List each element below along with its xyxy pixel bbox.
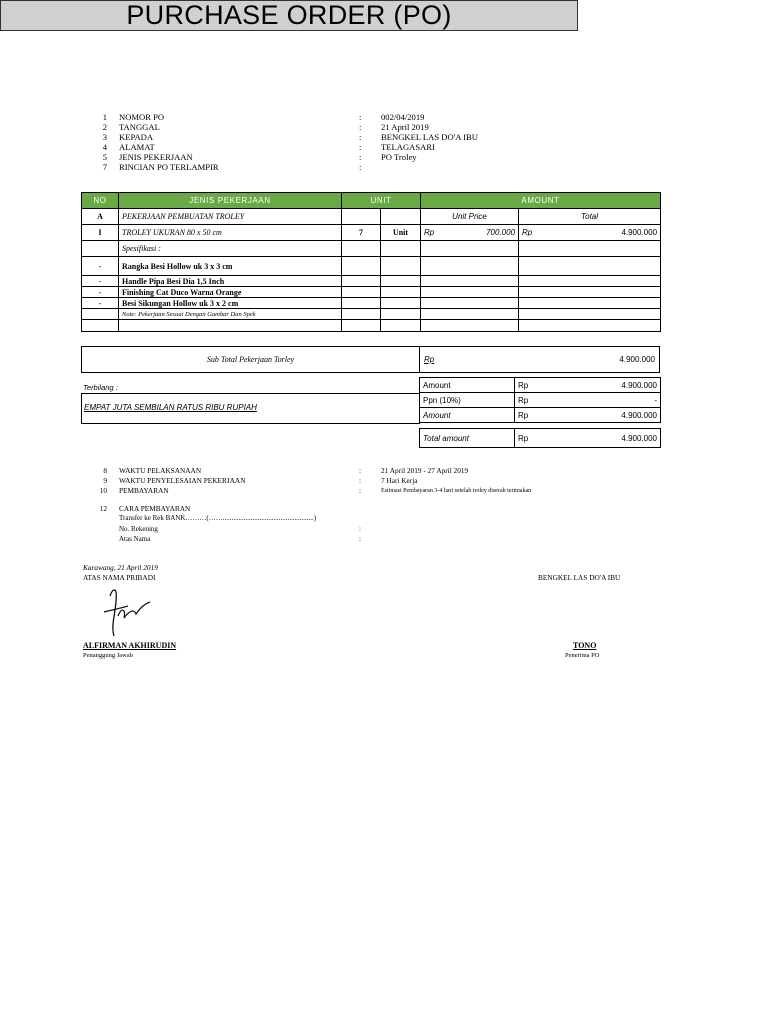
info-colon: :: [359, 162, 362, 172]
info-colon: :: [359, 112, 362, 122]
spec-text: Finishing Cat Duco Warna Orange: [119, 287, 342, 298]
item-price-cell: [421, 225, 519, 241]
right-signatory-role: Penerima PO: [565, 652, 600, 659]
info-number: 4: [102, 142, 107, 152]
info-colon: :: [359, 132, 362, 142]
payment-rekening-label: No. Rekening: [119, 525, 158, 533]
payment-number: 12: [99, 504, 107, 513]
page-title: PURCHASE ORDER (PO): [0, 0, 578, 31]
spec-text: Rangka Besi Hollow uk 3 x 3 cm: [119, 257, 342, 276]
subtotal-label-box: [81, 346, 420, 373]
info-number: 5: [102, 152, 107, 162]
total-amount-value: 4.900.000: [555, 429, 661, 448]
table-row-spec-label: [82, 241, 661, 257]
term-number: 9: [103, 476, 107, 485]
header-jenis-pekerjaan: JENIS PEKERJAAN: [119, 193, 342, 209]
item-qty: 7: [342, 225, 381, 241]
table-row-blank: [82, 320, 661, 332]
info-value: TELAGASARI: [381, 142, 435, 152]
summary-value: 4.900.000: [555, 378, 661, 393]
table-row-item: [82, 225, 661, 241]
info-number: 7: [102, 162, 107, 172]
empty-cell: [82, 309, 119, 320]
payment-title: CARA PEMBAYARAN: [119, 504, 191, 513]
info-label: TANGGAL: [119, 122, 160, 132]
info-colon: :: [359, 122, 362, 132]
subtotal-value: 4.900.000: [619, 355, 655, 364]
term-colon: :: [359, 486, 362, 495]
spec-no: -: [82, 276, 119, 287]
summary-currency: Rp: [515, 408, 555, 423]
term-value: 7 Hari Kerja: [381, 476, 418, 485]
info-number: 3: [102, 132, 107, 142]
header-no: NO: [82, 193, 119, 209]
spec-text: Besi Sikungan Hollow uk 3 x 2 cm: [119, 298, 342, 309]
spec-text: Handle Pipa Besi Dia 1,5 Inch: [119, 276, 342, 287]
spec-no: -: [82, 298, 119, 309]
summary-label: Amount: [420, 378, 515, 393]
item-unit: Unit: [381, 225, 421, 241]
header-unit: UNIT: [342, 193, 421, 209]
terbilang-label: Terbilang :: [83, 383, 118, 392]
table-row-spec: [82, 257, 661, 276]
total-amount-table: [419, 428, 661, 448]
currency-label: Rp: [424, 355, 435, 364]
total-amount-row: [420, 429, 661, 448]
info-value: 002/04/2019: [381, 112, 425, 122]
spec-label: Spesifikasi :: [119, 241, 342, 257]
right-signatory-name: TONO: [573, 641, 597, 650]
info-value: BENGKEL LAS DO'A IBU: [381, 132, 478, 142]
item-price: 700.000: [486, 228, 516, 237]
table-row-note: [82, 309, 661, 320]
item-no: I: [82, 225, 119, 241]
term-label: WAKTU PENYELESAIAN PEKERJAAN: [119, 476, 246, 485]
info-label: ALAMAT: [119, 142, 155, 152]
right-signatory-org: BENGKEL LAS DO'A IBU: [538, 573, 621, 582]
summary-currency: Rp: [515, 393, 555, 408]
info-value: 21 April 2019: [381, 122, 429, 132]
item-total-cell: [519, 225, 661, 241]
item-total: 4.900.000: [621, 228, 658, 237]
term-label: WAKTU PELAKSANAAN: [119, 466, 202, 475]
payment-colon: :: [359, 525, 361, 533]
items-table: [81, 192, 661, 332]
info-label: KEPADA: [119, 132, 154, 142]
section-no: A: [82, 209, 119, 225]
spec-no: -: [82, 257, 119, 276]
table-row-spec: [82, 276, 661, 287]
left-signatory-name: ALFIRMAN AKHIRUDIN: [83, 641, 177, 650]
info-number: 2: [102, 122, 107, 132]
payment-colon: :: [359, 535, 361, 543]
subtotal-label: Sub Total Pekerjaan Torley: [206, 355, 295, 364]
summary-value: -: [555, 393, 661, 408]
table-row-spec: [82, 298, 661, 309]
spec-no: -: [82, 287, 119, 298]
signature-image: [96, 586, 156, 638]
info-value: PO Troley: [381, 152, 417, 162]
total-amount-label: Total amount: [420, 429, 515, 448]
summary-label: Amount: [420, 408, 515, 423]
table-row-spec: [82, 287, 661, 298]
table-header-row: [82, 193, 661, 209]
info-number: 1: [102, 112, 107, 122]
left-signatory-role: Penanggung Jawab: [83, 652, 134, 659]
payment-atas-nama-label: Atas Nama: [119, 535, 151, 543]
term-value: Estimasi Pembayaran 3-4 hari setelah troley diserah terimakan: [381, 488, 532, 494]
payment-transfer: Transfer ke Rek BANK………(……....................................................): [119, 514, 317, 522]
summary-currency: Rp: [515, 378, 555, 393]
info-label: JENIS PEKERJAAN: [119, 152, 193, 162]
term-number: 10: [99, 486, 107, 495]
currency-label: Rp: [424, 228, 435, 237]
terbilang-left-border: [81, 393, 82, 424]
item-name: TROLEY UKURAN 80 x 50 cm: [119, 225, 342, 241]
unit-price-heading: Unit Price: [421, 209, 519, 225]
term-number: 8: [103, 466, 107, 475]
currency-label: Rp: [522, 228, 533, 237]
info-colon: :: [359, 142, 362, 152]
summary-row: [420, 408, 661, 423]
table-row-section: [82, 209, 661, 225]
term-colon: :: [359, 466, 362, 475]
empty-cell: [381, 209, 421, 225]
total-amount-currency: Rp: [515, 429, 555, 448]
term-label: PEMBAYARAN: [119, 486, 169, 495]
left-signatory-org: ATAS NAMA PRIBADI: [83, 573, 156, 582]
info-label: RINCIAN PO TERLAMPIR: [119, 162, 219, 172]
terbilang-text: EMPAT JUTA SEMBILAN RATUS RIBU RUPIAH: [84, 403, 257, 412]
summary-row: [420, 378, 661, 393]
info-colon: :: [359, 152, 362, 162]
summary-label: Ppn (10%): [420, 393, 515, 408]
header-amount: AMOUNT: [421, 193, 661, 209]
empty-cell: [342, 209, 381, 225]
summary-value: 4.900.000: [555, 408, 661, 423]
total-heading: Total: [519, 209, 661, 225]
empty-cell: [82, 241, 119, 257]
section-name: PEKERJAAN PEMBUATAN TROLEY: [119, 209, 342, 225]
term-colon: :: [359, 476, 362, 485]
note-text: Note: Pekerjaan Sesuai Dengan Gambar Dan Spek: [119, 309, 342, 320]
subtotal-value-box: [419, 346, 660, 373]
summary-row: [420, 393, 661, 408]
summary-table: [419, 377, 661, 423]
term-value: 21 April 2019 - 27 April 2019: [381, 466, 469, 475]
info-label: NOMOR PO: [119, 112, 165, 122]
place-date: Karawang, 21 April 2019: [83, 563, 158, 572]
